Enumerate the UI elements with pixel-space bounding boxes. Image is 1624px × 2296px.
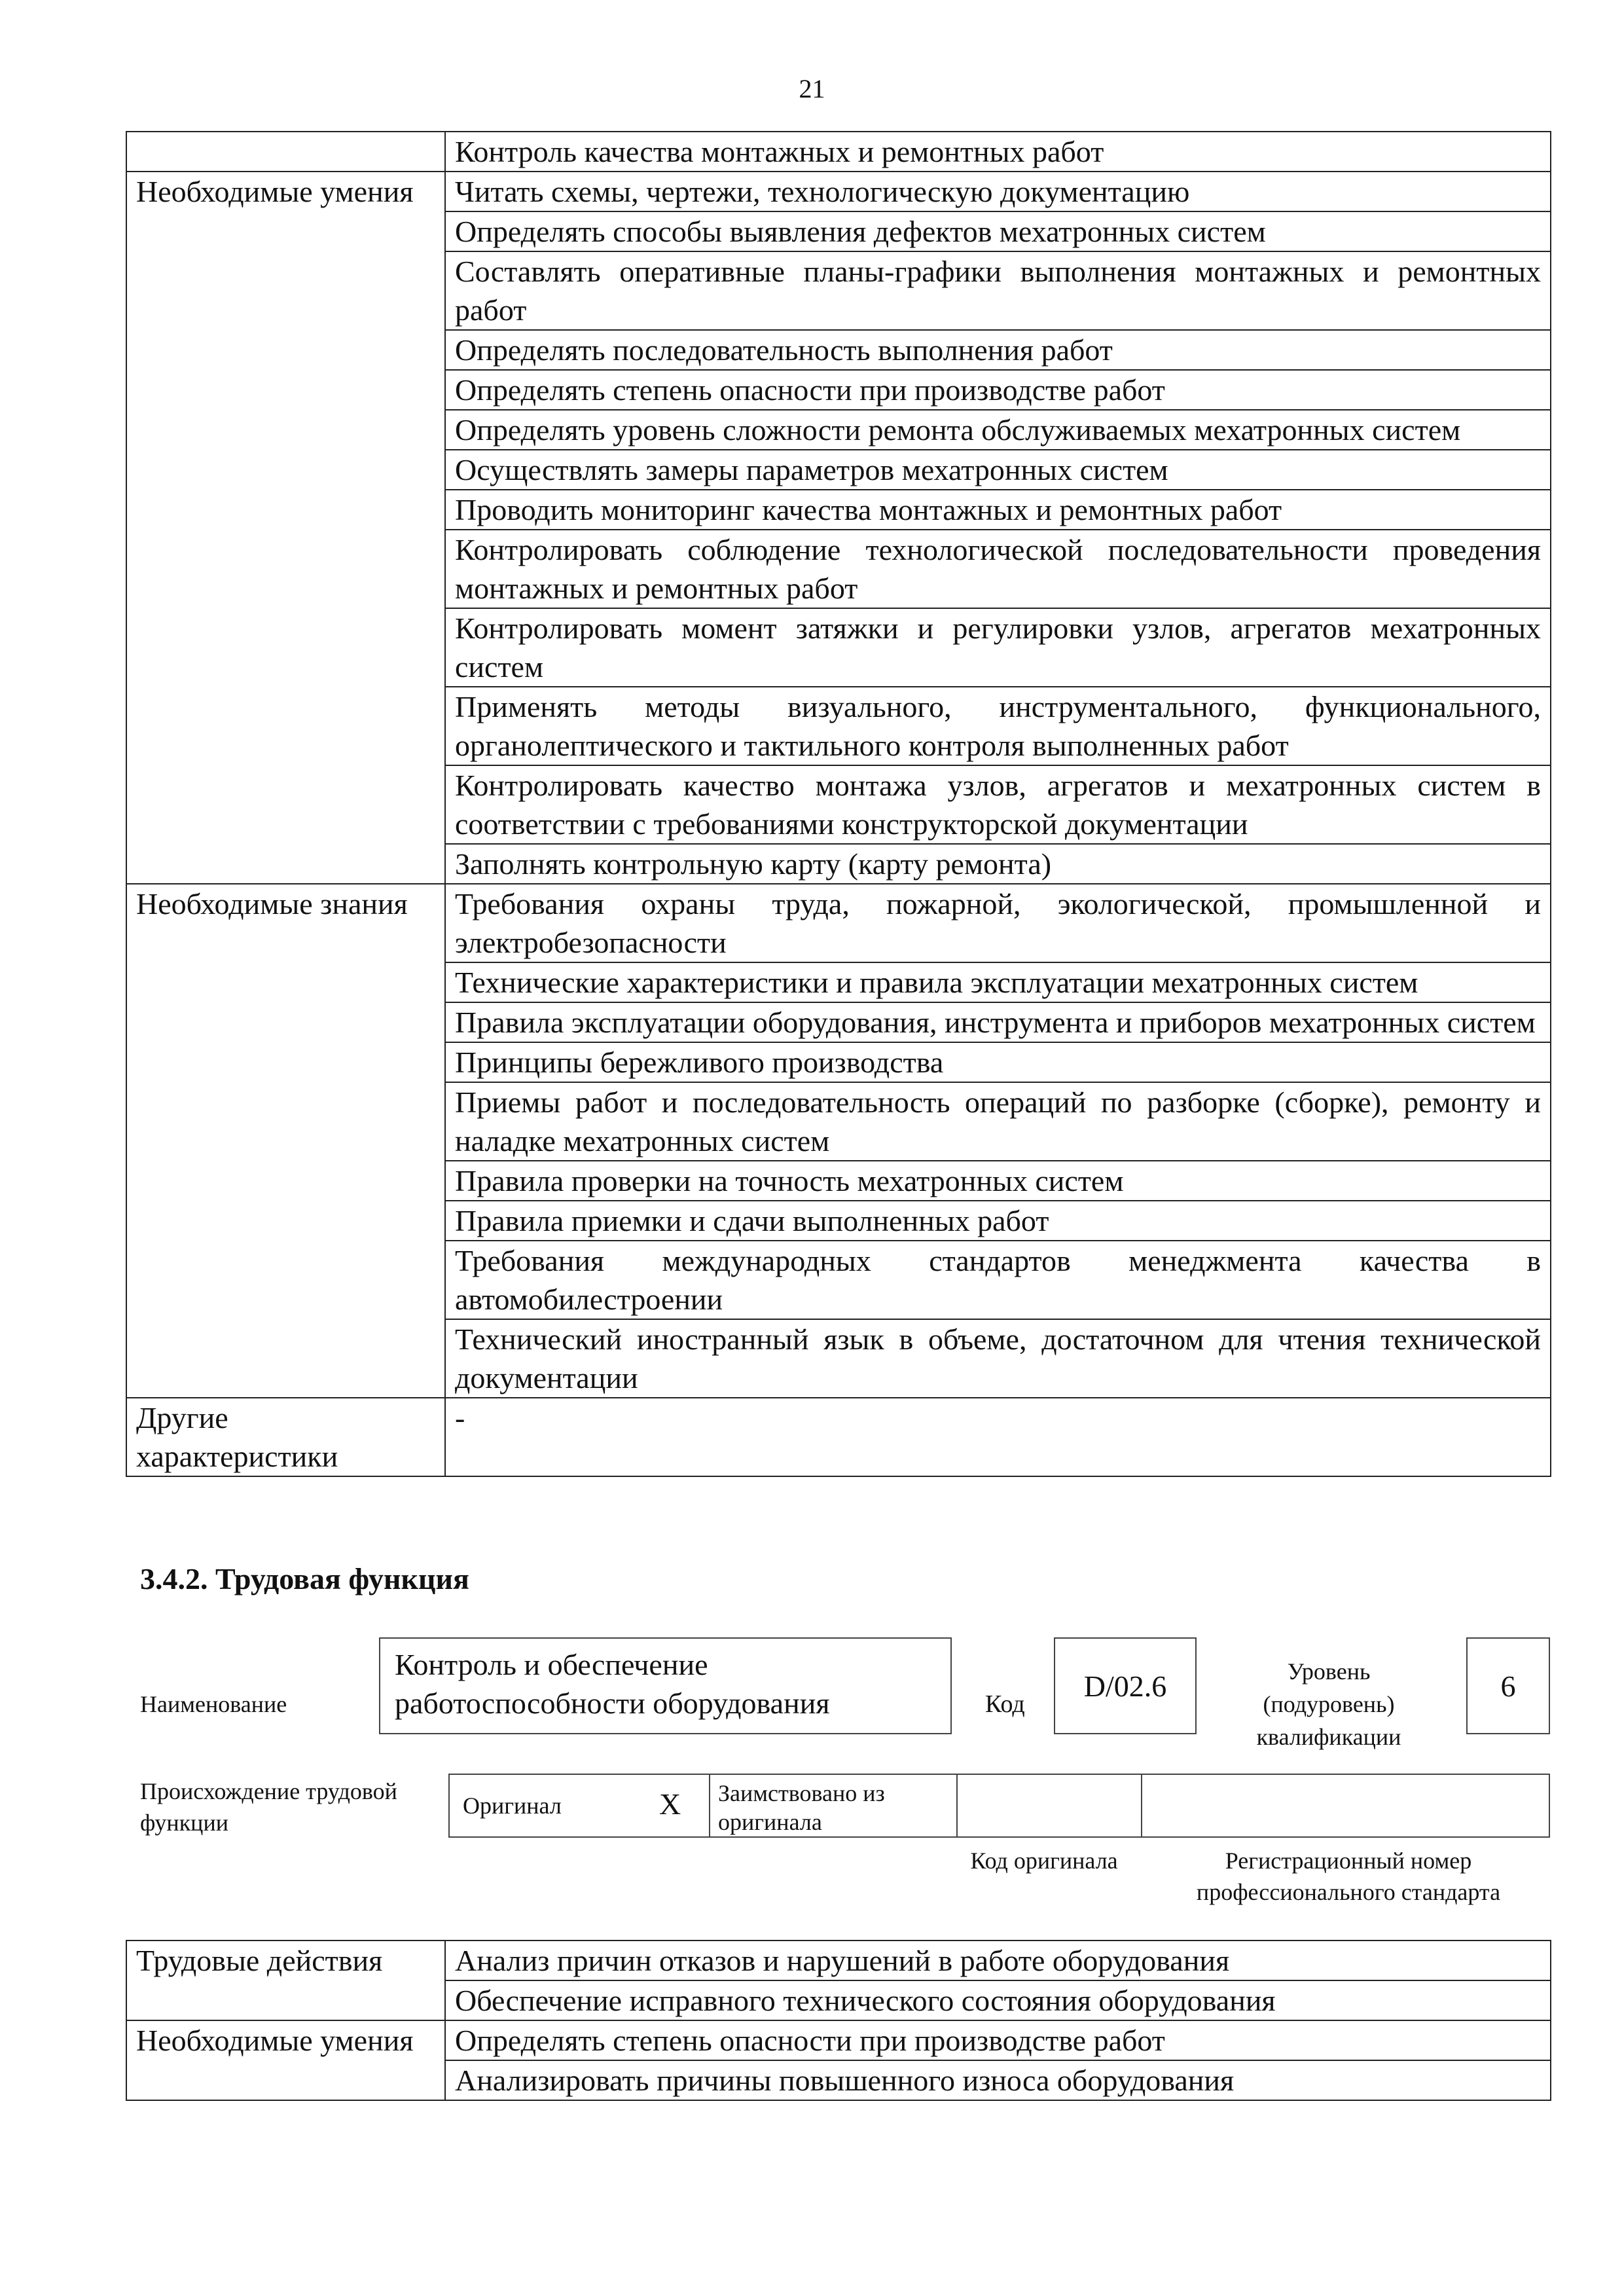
row-item: Контролировать соблюдение технологической последовательности проведения монтажных и ремонтных работ xyxy=(445,530,1551,608)
reg-number-caption: Регистрационный номер профессионального стандарта xyxy=(1196,1848,1501,1905)
origin-row xyxy=(448,1774,1550,1838)
row-item: Принципы бережливого производства xyxy=(445,1042,1551,1082)
row-item: Требования охраны труда, пожарной, экологической, промышленной и электробезопасности xyxy=(445,884,1551,962)
registration-number-cell xyxy=(1142,1775,1549,1836)
level-value-box: 6 xyxy=(1466,1637,1550,1734)
row-item: Требования международных стандартов менеджмента качества в автомобилестроении xyxy=(445,1241,1551,1319)
code-value-box: D/02.6 xyxy=(1054,1637,1197,1734)
row-item: Технические характеристики и правила эксплуатации мехатронных систем xyxy=(445,962,1551,1002)
level-label: Уровень (подуровень) квалификации xyxy=(1256,1658,1401,1750)
row-item: Контролировать момент затяжки и регулировки узлов, агрегатов мехатронных систем xyxy=(445,608,1551,687)
row-item: Читать схемы, чертежи, технологическую документацию xyxy=(445,172,1551,211)
row-item: Определять последовательность выполнения работ xyxy=(445,330,1551,370)
row-item: Анализировать причины повышенного износа оборудования xyxy=(445,2060,1551,2100)
original-mark: X xyxy=(659,1787,681,1821)
row-item: Заполнять контрольную карту (карту ремонта) xyxy=(445,844,1551,884)
code-label: Код xyxy=(985,1690,1025,1718)
table-row xyxy=(126,2020,1551,2060)
row-item: Проводить мониторинг качества монтажных и ремонтных работ xyxy=(445,490,1551,530)
table-row xyxy=(126,884,1551,962)
row-item: Определять степень опасности при производстве работ xyxy=(445,2020,1551,2060)
origin-label: Происхождение трудовой функции xyxy=(140,1778,397,1836)
section-title: 3.4.2. Трудовая функция xyxy=(140,1562,469,1595)
table-row xyxy=(126,132,1551,172)
labor-actions-table xyxy=(126,1940,1551,2101)
row-item: Осуществлять замеры параметров мехатронных систем xyxy=(445,450,1551,490)
row-item: Правила проверки на точность мехатронных систем xyxy=(445,1161,1551,1201)
borrowed-label: Заимствовано из оригинала xyxy=(710,1775,958,1836)
row-item: Приемы работ и последовательность операций по разборке (сборке), ремонту и наладке мехатронных систем xyxy=(445,1082,1551,1161)
row-item: Правила приемки и сдачи выполненных работ xyxy=(445,1201,1551,1241)
row-item: Анализ причин отказов и нарушений в работе оборудования xyxy=(445,1941,1551,1980)
function-name-box: Контроль и обеспечение работоспособности оборудования xyxy=(379,1637,952,1734)
row-item: Составлять оперативные планы-графики выполнения монтажных и ремонтных работ xyxy=(445,251,1551,330)
row-item: Определять способы выявления дефектов мехатронных систем xyxy=(445,211,1551,251)
row-item: Контроль качества монтажных и ремонтных работ xyxy=(445,132,1551,172)
original-code-cell xyxy=(958,1775,1142,1836)
table-row xyxy=(126,1398,1551,1476)
row-label: Необходимые знания xyxy=(126,884,445,1398)
row-item: Технический иностранный язык в объеме, достаточном для чтения технической документации xyxy=(445,1319,1551,1398)
row-item: Применять методы визуального, инструментального, функционального, органолептического и тактильного контроля выполненных работ xyxy=(445,687,1551,765)
row-label xyxy=(126,132,445,172)
original-cell xyxy=(450,1775,710,1836)
row-item: Контролировать качество монтажа узлов, агрегатов и мехатронных систем в соответствии с требованиями конструкторской документации xyxy=(445,765,1551,844)
table-row xyxy=(126,1941,1551,1980)
row-item: Правила эксплуатации оборудования, инструмента и приборов мехатронных систем xyxy=(445,1002,1551,1042)
requirements-table xyxy=(126,131,1551,1477)
name-label: Наименование xyxy=(140,1691,287,1717)
row-label: Другие характеристики xyxy=(126,1398,445,1476)
row-item: Обеспечение исправного технического состояния оборудования xyxy=(445,1980,1551,2020)
row-item: Определять степень опасности при производстве работ xyxy=(445,370,1551,410)
row-item: Определять уровень сложности ремонта обслуживаемых мехатронных систем xyxy=(445,410,1551,450)
code-original-caption: Код оригинала xyxy=(970,1848,1118,1874)
page-number: 21 xyxy=(799,74,825,103)
table-row xyxy=(126,172,1551,211)
row-label: Необходимые умения xyxy=(126,172,445,884)
row-label: Трудовые действия xyxy=(126,1941,445,2020)
row-label: Необходимые умения xyxy=(126,2020,445,2100)
row-item: - xyxy=(445,1398,1551,1476)
original-label: Оригинал xyxy=(463,1793,562,1819)
